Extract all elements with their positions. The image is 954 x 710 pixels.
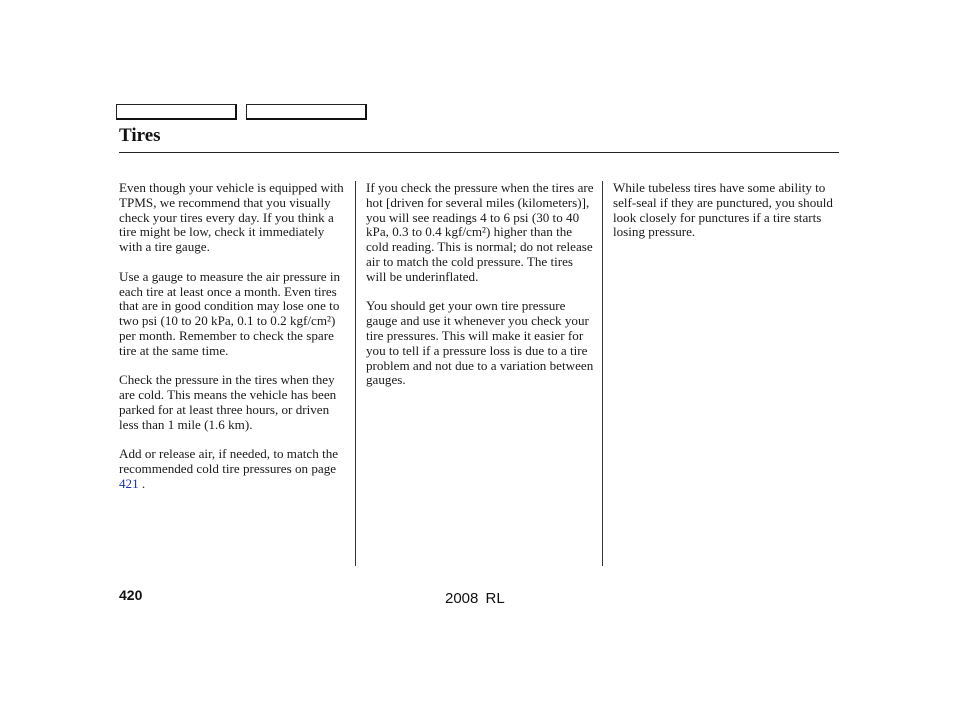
paragraph: While tubeless tires have some ability to self-seal if they are punctured, you should look closely for punctures if a tire starts losing pressure. [613, 180, 833, 240]
text-column-2 [366, 181, 594, 403]
column-divider [602, 181, 603, 566]
footer-model-label: 2008 RL [445, 590, 505, 607]
column-divider [355, 181, 356, 566]
paragraph: Check the pressure in the tires when they are cold. This means the vehicle has been parked for at least three hours, or driven less than 1 mile (1.6 km). [119, 372, 337, 432]
paragraph: Use a gauge to measure the air pressure in each tire at least once a month. Even tires that are in good condition may lose one to two psi (10 to 20 kPa, 0.1 to 0.2 kgf/cm²) per month. Remember to check the spare tire at the same time. [119, 268, 341, 358]
paragraph: You should get your own tire pressure gauge and use it whenever you check your tire pressures. This will make it easier for you to tell if a pressure loss is due to a tire problem and not due to a variation between gauges. [366, 298, 594, 388]
text-column-1 [119, 181, 347, 507]
main-menu-tab[interactable] [116, 104, 237, 120]
text-column-3 [613, 181, 841, 255]
paragraph: Even though your vehicle is equipped with TPMS, we recommend that you visually check your tires every day. If you think a tire might be low, check it immediately with a tire gauge. [119, 180, 344, 255]
page-title: Tires [119, 125, 161, 146]
title-rule [119, 152, 839, 153]
paragraph [119, 447, 347, 491]
paragraph-text: Add or release air, if needed, to match the recommended cold tire pressures on page [119, 446, 339, 477]
page-link-421[interactable]: 421 [119, 475, 139, 491]
index-tab[interactable] [246, 104, 367, 120]
paragraph-suffix: . [138, 475, 146, 491]
paragraph: If you check the pressure when the tires are hot [driven for several miles (kilometers)], you will see readings 4 to 6 psi (30 to 40 kPa, 0.3 to 0.4 kgf/cm²) higher than the cold reading. This is normal; do not release air to match the cold pressure. The tires will be underinflated. [366, 180, 594, 284]
page-number: 420 [119, 587, 143, 603]
